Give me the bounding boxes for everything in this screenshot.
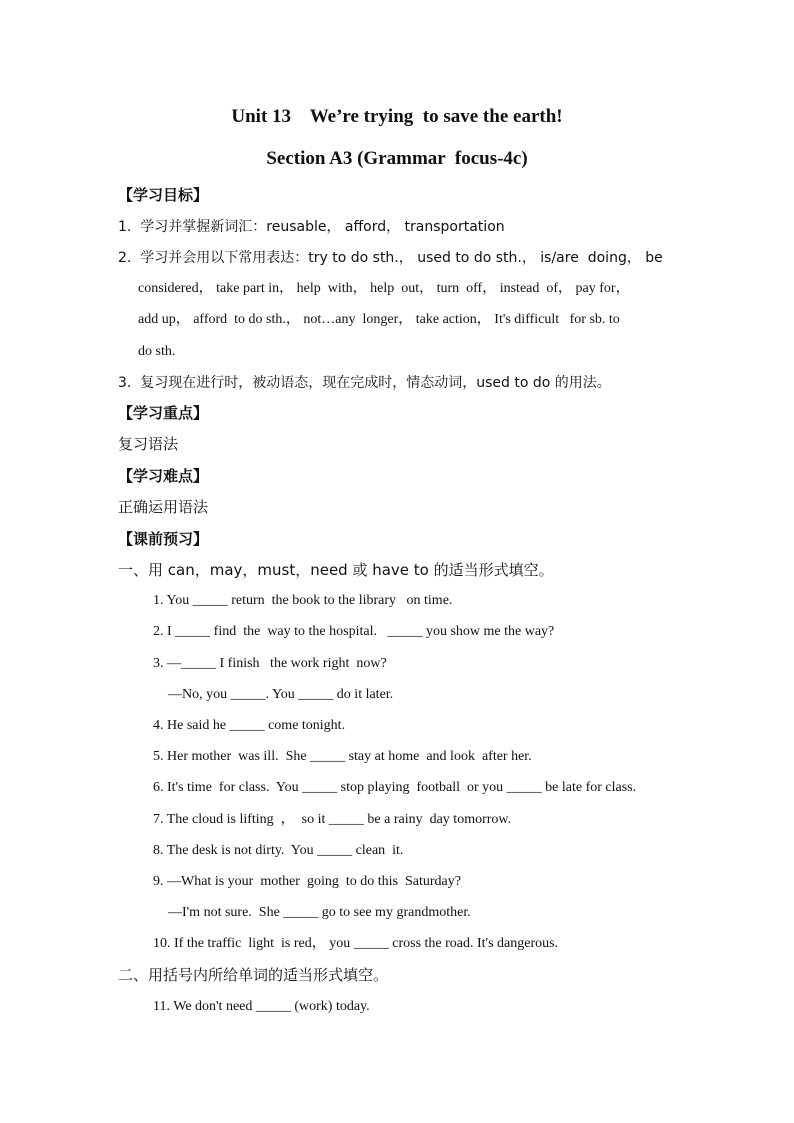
exercise-item: 7. The cloud is lifting ， so it _____ be a rainy day tomorrow. [153,812,512,827]
page-subtitle: Section A3 (Grammar focus-4c) [266,148,528,169]
section2-title: 二、用括号内所给单词的适当形式填空。 [118,966,389,984]
exercise-item: 5. Her mother was ill. She _____ stay at home and look after her. [153,749,532,764]
exercise-item: 8. The desk is not dirty. You _____ clean it. [153,843,404,858]
objectives-heading: 【学习目标】 [118,186,209,204]
focus-text: 复习语法 [118,435,179,453]
exercise-item: 11. We don't need _____ (work) today. [153,999,370,1014]
page-title: Unit 13 We’re trying to save the earth! [231,106,563,127]
exercise-item: 4. He said he _____ come tonight. [153,718,346,733]
objective-line: 2. 学习并会用以下常用表达：try to do sth.， used to do sth.， is/are doing， be [118,250,663,266]
exercise-item: 9. —What is your mother going to do this Saturday? [153,874,461,889]
exercise-item: 10. If the traffic light is red， you _____ cross the road. It's dangerous. [153,936,559,951]
exercise-item: 3. —_____ I finish the work right now? [153,656,387,671]
exercise-item: —No, you _____. You _____ do it later. [168,687,394,702]
difficulty-text: 正确运用语法 [118,498,209,516]
section1-title: 一、用 can，may，must，need 或 have to 的适当形式填空。 [118,561,554,579]
difficulty-heading: 【学习难点】 [118,467,209,485]
exercise-item: 2. I _____ find the way to the hospital. _____ you show me the way? [153,624,555,639]
objective-line: 1. 学习并掌握新词汇：reusable， afford， transportation [118,219,505,235]
exercise-item: —I'm not sure. She _____ go to see my grandmother. [168,905,471,920]
exercise-item: 6. It's time for class. You _____ stop playing football or you _____ be late for class. [153,780,637,795]
preview-heading: 【课前预习】 [118,530,209,548]
focus-heading: 【学习重点】 [118,404,209,422]
objective-line: 3. 复习现在进行时，被动语态，现在完成时，情态动词，used to do 的用法。 [118,375,611,391]
exercise-item: 1. You _____ return the book to the library on time. [153,593,453,608]
objective-line: add up， afford to do sth.， not…any longer， take action， It's difficult for sb. to [138,312,620,327]
objective-line: do sth. [138,344,176,359]
objective-line: considered， take part in， help with， help out， turn off， instead of， pay for， [138,281,630,296]
